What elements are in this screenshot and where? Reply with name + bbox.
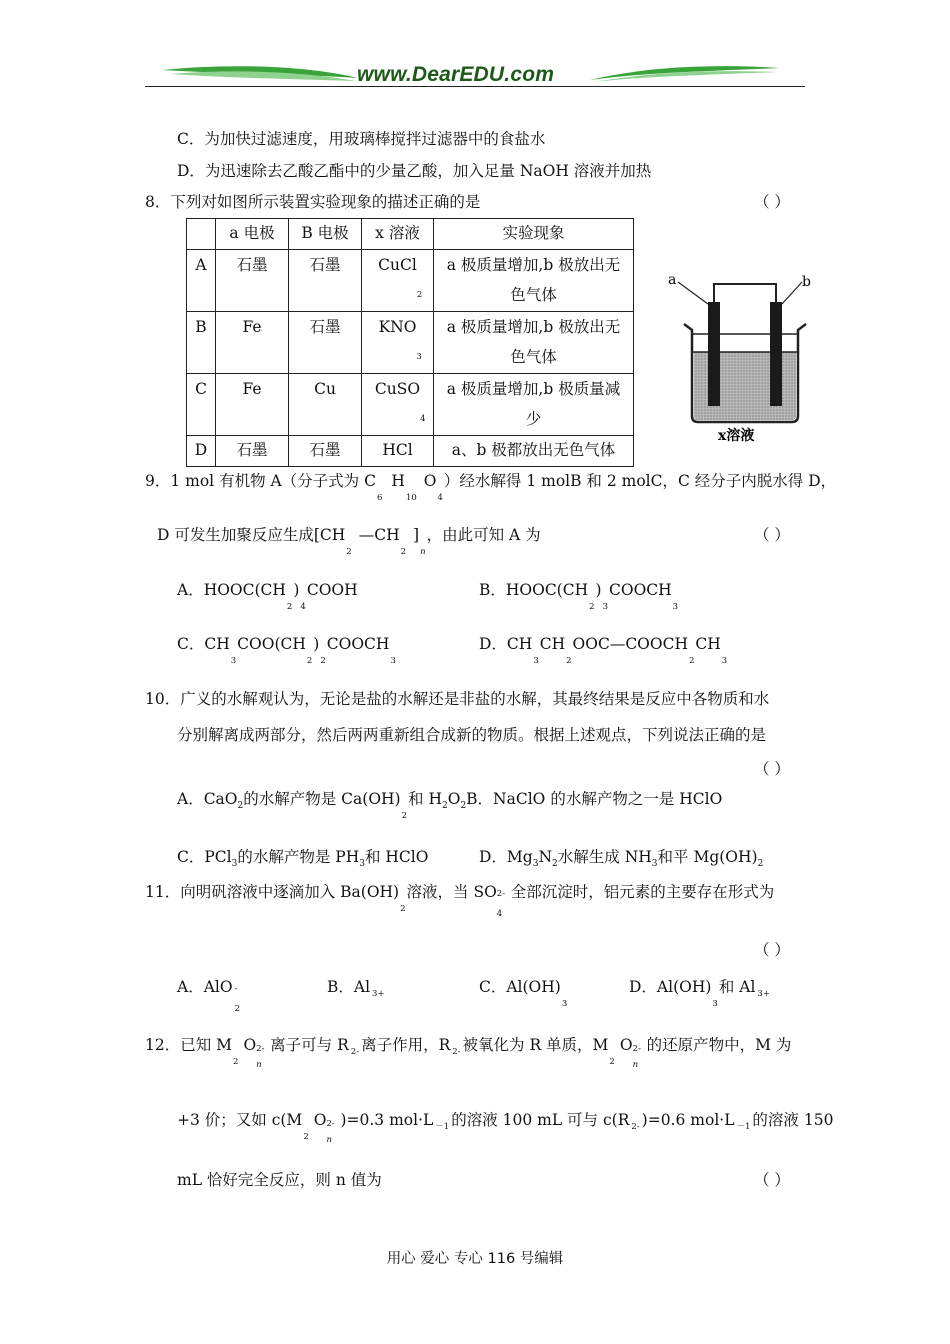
phenomenon-line: a 极质量增加,b 极质量减 [446,380,621,398]
formula-fragment: D．CH [479,635,533,653]
formula-fragment: 2 [401,811,408,821]
q11-answer-bracket: （ ） [754,941,790,959]
formula-fragment: 2- [326,1119,335,1129]
a-electrode: Fe [216,374,289,436]
formula-fragment: 2 [441,801,448,811]
formula-fragment: H [391,472,405,490]
formula-fragment: O [423,472,437,490]
formula-fragment: C．PCl [177,848,232,866]
formula-fragment: A．AlO [177,978,233,996]
q9-stem-line-2 [157,523,541,557]
formula-fragment: 2 [589,602,595,612]
formula-fragment: 4 [437,493,443,503]
q10-stem-line-2: 分别解离成两部分，然后两两重新组合成新的物质。根据上述观点，下列说法正确的是 [177,726,767,744]
formula-fragment: 2- [452,1047,461,1057]
formula-fragment: 9．1 mol 有机物 A（分子式为 C [145,472,376,490]
formula-fragment: 3 [602,602,609,612]
formula-fragment: D．Al(OH) [629,978,712,996]
q9-option-c [177,632,397,666]
formula-fragment: 2 [306,656,313,666]
table-row [187,250,634,312]
b-electrode: Cu [289,374,362,436]
q11-option-d [629,975,770,1009]
x-subscript: 3 [416,352,422,362]
site-logo: www.DearEDU.com [357,63,555,86]
phenomenon [434,374,634,436]
q12-stem-line-2 [177,1108,834,1145]
formula-fragment: n [632,1060,639,1070]
formula-fragment: COOH [306,581,358,599]
formula-fragment: 3 [532,859,539,869]
formula-fragment: 离子作用，R [361,1036,451,1054]
script-stack [496,887,511,919]
table-header-cell: x 溶液 [362,219,434,250]
formula-fragment: 被氧化为 R 单质，M [462,1036,609,1054]
formula-fragment: 全部沉淀时，铝元素的主要存在形式为 [510,883,775,901]
formula-fragment: 和平 Mg(OH) [657,848,758,866]
formula-fragment: 6 [376,493,383,503]
formula-fragment: COOCH [326,635,390,653]
formula-fragment: 溶液，当 SO [406,883,497,901]
q10-stem-line-1: 10．广义的水解观认为，无论是盐的水解还是非盐的水解，其最终结果是反应中各物质和水 [145,690,770,708]
formula-fragment: 的水解产物是 PH [237,848,360,866]
formula-fragment: CH [539,635,566,653]
formula-fragment: 和 Al [718,978,756,996]
formula-fragment: 11．向明矾溶液中逐滴加入 Ba(OH) [145,883,400,901]
script-stack [326,1115,340,1145]
formula-fragment: 2 [320,656,326,666]
formula-fragment: 3 [672,602,679,612]
a-electrode: 石墨 [216,436,289,467]
electrode-label-b: b [802,274,811,290]
formula-fragment: －1 [736,1122,751,1132]
q7-option-c: C．为加快过滤速度，用玻璃棒搅拌过滤器中的食盐水 [177,130,546,148]
formula-fragment: 3 [230,656,237,666]
formula-fragment: 3 [390,656,396,666]
x-solution [362,374,434,436]
row-label: D [187,436,216,467]
phenomenon [434,250,634,312]
b-electrode: 石墨 [289,436,362,467]
formula-fragment: 2 [609,1057,615,1067]
table-row [187,436,634,467]
formula-fragment: 2 [757,859,764,869]
formula-fragment: 2 [566,656,572,666]
formula-fragment: O [619,1036,633,1054]
formula-fragment: n [326,1135,332,1145]
logo-swoosh-right [588,62,783,86]
formula-fragment: ) [293,581,300,599]
formula-fragment: O [313,1111,327,1129]
formula-fragment: －1 [435,1122,450,1132]
formula-fragment: 12．已知 M [145,1036,233,1054]
formula-fragment: +3 价；又如 c(M [177,1111,303,1129]
b-electrode: 石墨 [289,312,362,374]
row-label: A [187,250,216,312]
formula-fragment: 2- [496,889,506,899]
phenomenon-line: 色气体 [510,348,557,366]
formula-fragment: 2 [400,547,407,557]
electrode-label-a: a [668,272,677,288]
formula-fragment: 2 [234,1004,240,1014]
q9-answer-bracket: （ ） [754,526,790,544]
q9-option-b [479,578,679,612]
phenomenon-line: 少 [525,410,542,428]
x-subscript: 2 [416,290,423,300]
formula-fragment: 2 [237,801,244,811]
formula-fragment: 4 [496,909,503,919]
q11-stem [145,880,775,919]
formula-fragment: n [256,1060,262,1070]
x-solution [362,312,434,374]
header-rule [145,86,805,87]
formula-fragment: ）经水解得 1 molB 和 2 molC，C 经分子内脱水得 D， [443,472,837,490]
formula-fragment: 2 [688,656,695,666]
q8-answer-bracket: （ ） [754,193,790,211]
table-row [187,374,634,436]
q11-option-a [177,975,243,1014]
phenomenon [434,312,634,374]
a-electrode: 石墨 [216,250,289,312]
solution-caption: x溶液 [718,428,755,444]
formula-fragment: 2 [460,801,467,811]
electrolysis-apparatus-figure [662,268,812,446]
formula-fragment: 水解生成 NH [557,848,652,866]
formula-fragment: D．Mg [479,848,533,866]
formula-fragment: )=0.6 mol·L [641,1111,735,1129]
formula-fragment: 2- [632,1044,641,1054]
formula-fragment: COO(CH [237,635,306,653]
x-subscript: 4 [420,414,426,424]
q12-stem-line-3: mL 恰好完全反应，则 n 值为 [177,1171,382,1189]
formula-fragment: 离子可与 R [270,1036,349,1054]
formula-fragment: 3 [651,859,658,869]
phenomenon-line: a 极质量增加,b 极放出无 [446,256,621,274]
table-header-row [187,219,634,250]
row-label: B [187,312,216,374]
formula-fragment: 的水解产物是 Ca(OH) [243,790,401,808]
a-electrode: Fe [216,312,289,374]
formula-fragment: 和 HClO [364,848,429,866]
table-header-cell [187,219,216,250]
phenomenon: a、b 极都放出无色气体 [434,436,634,467]
q9-stem-line-1 [145,469,837,503]
formula-fragment: ) [313,635,320,653]
q10-option-d [479,845,763,867]
phenomenon-line: 色气体 [510,286,557,304]
phenomenon-line: a 极质量增加,b 极放出无 [446,318,621,336]
script-stack [256,1040,270,1070]
formula-fragment: 2- [350,1047,360,1057]
formula-fragment: A．CaO [177,790,238,808]
formula-fragment: O [243,1036,257,1054]
x-formula: KNO [378,318,417,336]
table-header-cell: B 电极 [289,219,362,250]
q10-answer-bracket: （ ） [754,760,790,778]
formula-fragment: 3+ [757,989,770,999]
b-electrode: 石墨 [289,250,362,312]
q11-option-c [479,975,568,1009]
q11-option-b [327,975,385,997]
q9-option-a [177,578,358,612]
formula-fragment: 的还原产物中，M 为 [646,1036,792,1054]
formula-fragment: 2 [286,602,293,612]
formula-fragment: 3 [231,859,238,869]
q9-option-d [479,632,728,666]
formula-fragment: D 可发生加聚反应生成[CH [157,526,346,544]
page-footer: 用心 爱心 专心 116 号编辑 [386,1251,564,1267]
q10-option-a-b [177,787,723,821]
formula-fragment: )=0.3 mol·L [340,1111,434,1129]
formula-fragment: 2 [400,904,406,914]
formula-fragment: 2 [552,859,558,869]
formula-fragment: 10 [405,493,417,503]
formula-fragment: CH [695,635,721,653]
formula-fragment: 2- [631,1122,640,1132]
formula-fragment: A．HOOC(CH [177,581,286,599]
formula-fragment: ) [595,581,602,599]
script-stack [632,1040,647,1070]
formula-fragment: 和 H [408,790,442,808]
table-row [187,312,634,374]
formula-fragment: 3 [533,656,539,666]
formula-fragment: - [234,984,238,994]
q7-option-d: D．为迅速除去乙酸乙酯中的少量乙酸，加入足量 NaOH 溶液并加热 [177,162,652,180]
q8-table [186,218,634,467]
formula-fragment: N [538,848,553,866]
formula-fragment: ] [413,526,420,544]
q8-stem: 8．下列对如图所示装置实验现象的描述正确的是 [145,193,481,211]
x-solution [362,250,434,312]
script-stack [233,982,243,1014]
formula-fragment: 2 [303,1132,309,1142]
formula-fragment: 3 [712,999,718,1009]
formula-fragment: —CH [358,526,400,544]
formula-fragment: ，由此可知 A 为 [426,526,541,544]
formula-fragment: n [420,547,426,557]
formula-fragment: 的溶液 100 mL 可与 c(R [451,1111,630,1129]
formula-fragment: 3 [359,859,365,869]
q12-stem-line-1 [145,1033,792,1070]
formula-fragment: 2- [256,1044,265,1054]
formula-fragment: C．CH [177,635,230,653]
logo-swoosh-left [160,62,360,86]
q12-answer-bracket: （ ） [754,1171,790,1189]
row-label: C [187,374,216,436]
formula-fragment: 2 [233,1057,239,1067]
formula-fragment: B．NaClO 的水解产物之一是 HClO [466,790,723,808]
formula-fragment: B．Al [327,978,371,996]
formula-fragment: 2 [346,547,352,557]
x-solution: HCl [362,436,434,467]
table-header-cell: 实验现象 [434,219,634,250]
formula-fragment: C．Al(OH) [479,978,561,996]
formula-fragment: COOCH [609,581,672,599]
q10-option-c [177,845,428,867]
formula-fragment: B．HOOC(CH [479,581,589,599]
formula-fragment: 3 [561,999,568,1009]
formula-fragment: O [447,790,461,808]
x-formula: CuSO [374,380,421,398]
formula-fragment: 4 [300,602,306,612]
formula-fragment: 的溶液 150 [752,1111,834,1129]
formula-fragment: 3+ [372,989,385,999]
formula-fragment: 3 [721,656,728,666]
x-formula: CuCl [378,256,417,274]
formula-fragment: OOC—COOCH [572,635,688,653]
table-header-cell: a 电极 [216,219,289,250]
